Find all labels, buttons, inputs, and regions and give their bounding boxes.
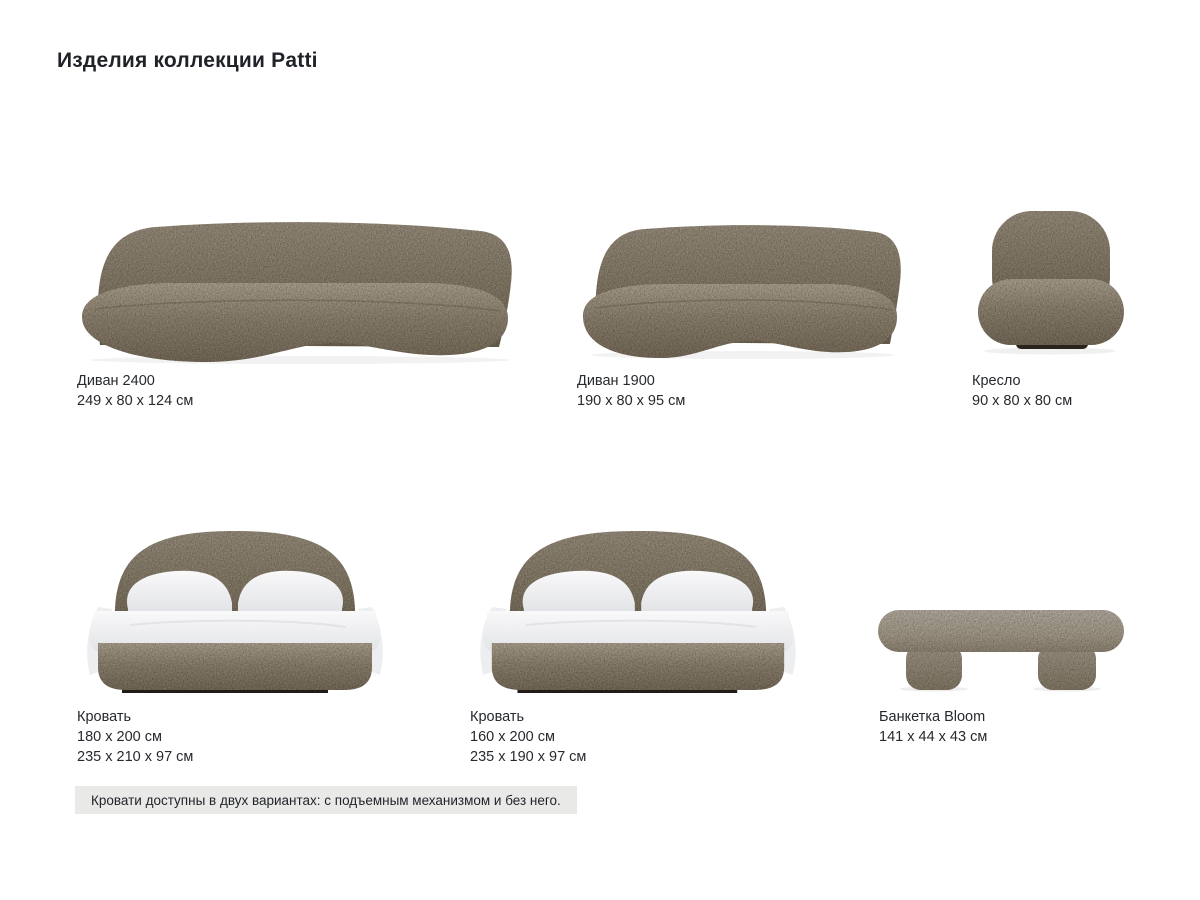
product-label-bed-180 xyxy=(77,707,193,767)
armchair-illustration xyxy=(970,205,1130,355)
product-label-bed-160 xyxy=(470,707,586,767)
bed-160-illustration xyxy=(462,515,814,695)
product-image-bed-160 xyxy=(462,515,814,695)
product-dimensions: 90 x 80 x 80 см xyxy=(972,393,1073,409)
product-dimensions: 235 x 210 x 97 см xyxy=(77,749,194,765)
bench-bloom-illustration xyxy=(876,608,1126,692)
product-name: Банкетка Bloom xyxy=(879,709,986,725)
product-dimensions: 190 x 80 x 95 см xyxy=(577,393,686,409)
product-dimensions: 180 x 200 см xyxy=(77,729,162,745)
product-dimensions: 160 x 200 см xyxy=(470,729,555,745)
product-image-sofa-2400 xyxy=(70,205,520,365)
product-image-sofa-1900 xyxy=(575,208,905,360)
product-image-armchair xyxy=(970,205,1130,355)
sofa-2400-illustration xyxy=(70,205,520,365)
beds-variants-note xyxy=(75,786,577,814)
product-name: Кровать xyxy=(470,709,525,725)
product-image-bed-180 xyxy=(70,515,400,695)
page-title: Изделия коллекции Patti xyxy=(57,49,318,72)
product-name: Кресло xyxy=(972,373,1021,389)
product-label-armchair xyxy=(972,371,1072,411)
product-label-sofa-1900 xyxy=(577,371,685,411)
product-dimensions: 249 x 80 x 124 см xyxy=(77,393,194,409)
product-label-sofa-2400 xyxy=(77,371,193,411)
product-name: Кровать xyxy=(77,709,132,725)
product-dimensions: 141 x 44 x 43 см xyxy=(879,729,988,745)
bed-180-illustration xyxy=(70,515,400,695)
product-name: Диван 1900 xyxy=(577,373,655,389)
beds-variants-note-text: Кровати доступны в двух вариантах: с подъемным механизмом и без него. xyxy=(91,792,561,808)
product-dimensions: 235 x 190 x 97 см xyxy=(470,749,587,765)
sofa-1900-illustration xyxy=(575,208,905,360)
product-label-bench-bloom xyxy=(879,707,987,747)
product-name: Диван 2400 xyxy=(77,373,155,389)
product-image-bench-bloom xyxy=(876,608,1126,692)
